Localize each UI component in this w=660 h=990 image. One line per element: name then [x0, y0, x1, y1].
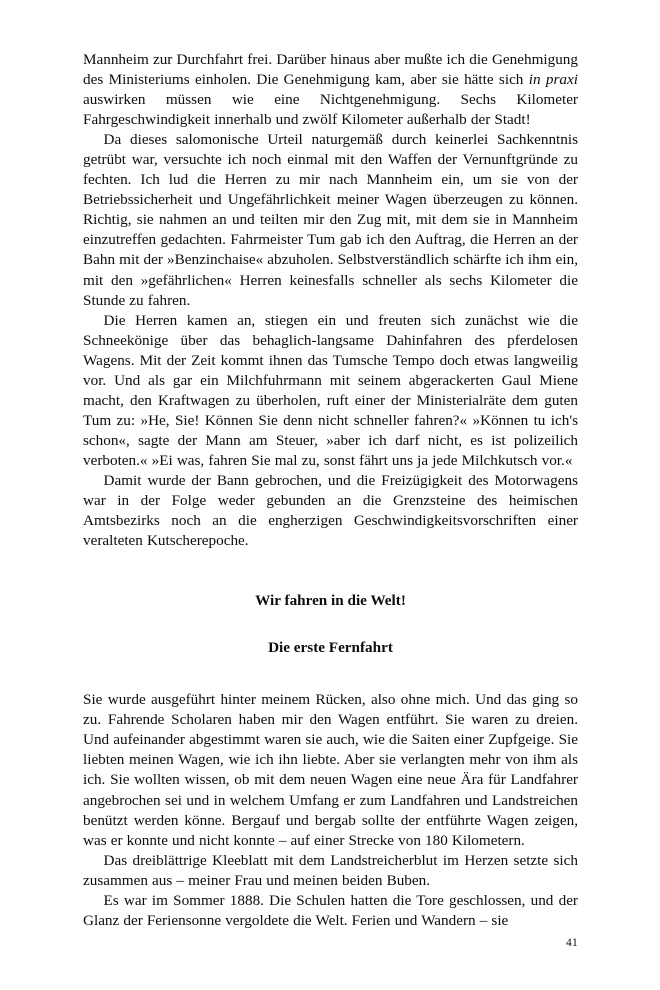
page-number: 41: [566, 937, 578, 949]
paragraph: Damit wurde der Bann gebrochen, und die Freizügigkeit des Motorwagens war in der Folge weder gebunden an die Grenzsteine des heimischen Amtsbezirks noch an die engherzigen Geschwindigkeitsvorschriften einer veralteten Kutscherepoche.: [83, 471, 578, 550]
paragraph: Mannheim zur Durchfahrt frei. Darüber hinaus aber mußte ich die Genehmigung des Ministeriums einholen. Die Genehmigung kam, aber sie hätte sich in praxi auswirken müssen wie eine Nichtgenehmigung. Sechs Kilometer Fahrgeschwindigkeit innerhalb und zwölf Kilometer außerhalb der Stadt!: [83, 51, 578, 129]
paragraph: Da dieses salomonische Urteil naturgemäß durch keinerlei Sachkenntnis getrübt war, versuchte ich noch einmal mit den Waffen der Vernunftgründe zu fechten. Ich lud die Herren zu mir nach Mannheim ein, um sie von der Betriebssicherheit und Ungefährlichkeit meiner Wagen überzeugen zu können. Richtig, sie nahmen an und teilten mir den Zug mit, mit dem sie in Mannheim einzutreffen gedachten. Fahrmeister Tum gab ich den Auftrag, die Herren an der Bahn mit der »Benzinchaise« abzuholen. Selbstverständlich schärfte ich ihm ein, mit den »gefährlichen« Herren keinesfalls schneller als sechs Kilometer die Stunde zu fahren.: [83, 131, 578, 309]
section-heading-main: Wir fahren in die Welt!: [255, 592, 406, 610]
italic-phrase: in praxi: [528, 71, 578, 89]
spacer: [83, 611, 578, 638]
spacer: [83, 658, 578, 690]
section-heading-sub: Die erste Fernfahrt: [268, 639, 393, 657]
paragraph: Das dreiblättrige Kleeblatt mit dem Landstreicherblut im Herzen setzte sich zusammen aus – meiner Frau und meinen beiden Buben.: [83, 851, 578, 889]
paragraph: Die Herren kamen an, stiegen ein und freuten sich zunächst wie die Schneekönige über das behaglich-langsame Dahinfahren des pferdelosen Wagens. Mit der Zeit kommt ihnen das Tumsche Tempo doch etwas langweilig vor. Und als gar ein Milchfuhrmann mit seinem abgerackerten Gaul Miene macht, den Kraftwagen zu überholen, ruft einer der Ministerialräte dem guten Tum zu: »He, Sie! Können Sie denn nicht schneller fahren?« »Können tu ich's schon«, sagte der Mann am Steuer, »aber ich darf nicht, es ist polizeilich verboten.« »Ei was, fahren Sie mal zu, sonst fährt uns ja jede Milchkutsch vor.«: [83, 311, 578, 469]
page-text-block: [83, 50, 578, 931]
paragraph: Es war im Sommer 1888. Die Schulen hatten die Tore geschlossen, und der Glanz der Feriensonne vergoldete die Welt. Ferien und Wandern – sie: [83, 891, 578, 929]
paragraph: Sie wurde ausgeführt hinter meinem Rücken, also ohne mich. Und das ging so zu. Fahrende Scholaren haben mir den Wagen entführt. Sie waren zu dreien. Und aufeinander abgestimmt waren sie auch, wie die Saiten einer Zupfgeige. Sie liebten meinen Wagen, wie ich ihn liebte. Aber sie verlangten mehr von ihm als ich. Sie wollten wissen, ob mit dem neuen Wagen eine neue Ära für Landfahrer angebrochen sei und in welchem Umfang er zum Landfahren und Landstreichen benützt werden könne. Bergauf und bergab sollte der entführte Wagen zeigen, was er konnte und nicht konnte – auf einer Strecke von 180 Kilometern.: [83, 691, 578, 849]
spacer: [83, 551, 578, 591]
